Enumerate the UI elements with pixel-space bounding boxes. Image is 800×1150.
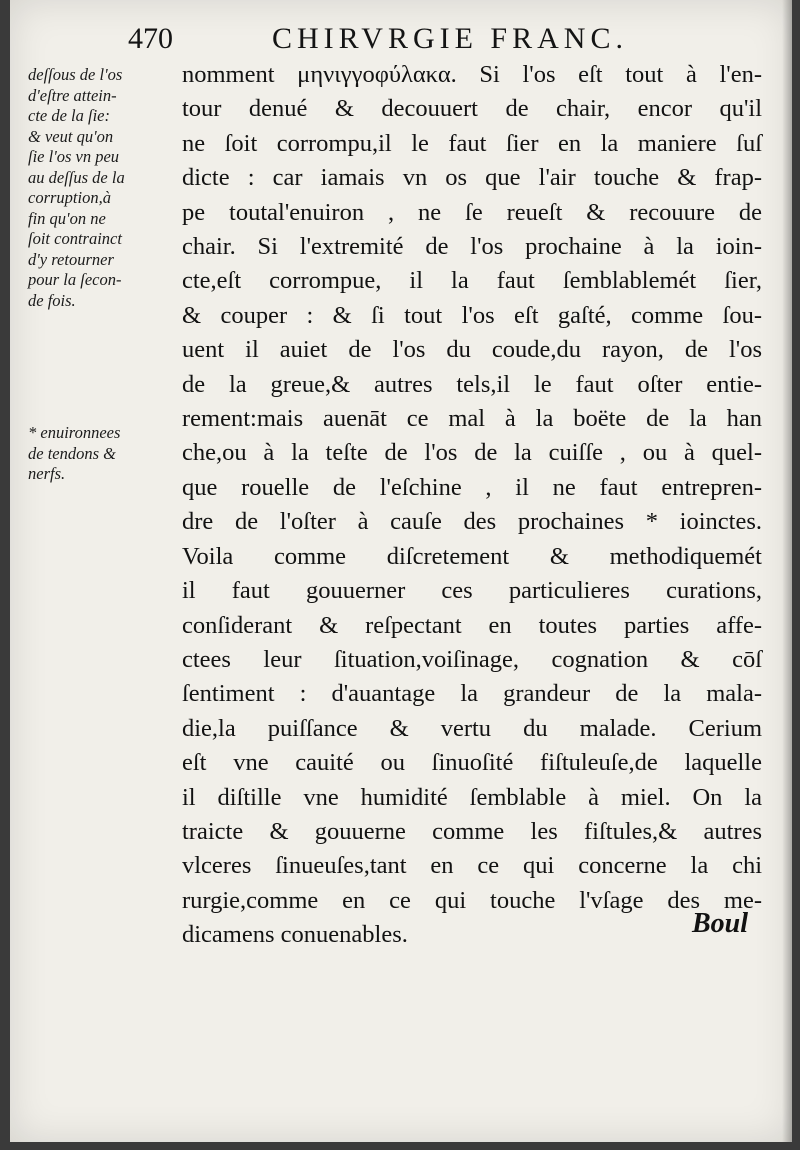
margin-note-line: deſſous de l'os	[28, 65, 123, 84]
margin-note-line: cte de la ſie:	[28, 106, 111, 125]
text-line: dicte : car iamais vn os que l'air touche & frap-	[182, 164, 762, 192]
margin-note-line: & veut qu'on	[28, 126, 114, 146]
text-line: cte,eſt corrompue, il la faut ſemblablemét ſier,	[182, 267, 762, 295]
text-line: chair. Si l'extremité de l'os prochaine à la ioin-	[182, 233, 762, 261]
margin-note-line: pour la ſecon-	[28, 270, 122, 289]
text-line: pe toutal'enuiron , ne ſe reueſt & recouure de	[182, 198, 762, 226]
margin-note-line: d'eſtre attein-	[28, 85, 117, 105]
text-line: & couper : & ſi tout l'os eſt gaſté, comme ſou-	[182, 301, 762, 329]
text-line: dicamens conuenables.	[182, 921, 408, 949]
margin-note-line: au deſſus de la	[28, 167, 125, 187]
catchword: Boul	[692, 908, 749, 939]
text-line: tour denué & decouuert de chair, encor qu'il	[182, 95, 762, 123]
margin-note-1	[28, 65, 178, 311]
text-line: vlceres ſinueuſes,tant en ce qui concerne la chi	[182, 852, 762, 880]
margin-note-line: * enuironnees	[28, 423, 121, 442]
text-line: ctees leur ſituation,voiſinage, cognation & cōſ	[182, 645, 762, 673]
margin-note-line: nerfs.	[28, 464, 66, 483]
text-line: Voila comme diſcretement & methodiquemét	[182, 542, 762, 570]
text-line: uent il auiet de l'os du coude,du rayon, de l'os	[182, 336, 762, 364]
margin-note-line: de tendons &	[28, 443, 116, 463]
margin-notes	[28, 65, 178, 485]
text-line: ſentiment : d'auantage la grandeur de la mala-	[182, 680, 762, 708]
text-line: nomment μηνιγγοφύλακα. Si l'os eſt tout à l'en-	[182, 61, 762, 88]
text-line: die,la puiſſance & vertu du malade. Cerium	[182, 714, 762, 742]
text-line: eſt vne cauité ou ſinuoſité fiſtuleuſe,de laquelle	[182, 749, 762, 777]
margin-note-line: de fois.	[28, 290, 76, 310]
main-text-block	[182, 58, 762, 953]
margin-note-line: ſoit contrainct	[28, 229, 122, 248]
margin-note-line: ſie l'os vn peu	[28, 147, 120, 166]
text-line: rement:mais auenāt ce mal à la boëte de la han	[182, 405, 762, 433]
text-line: traicte & gouuerne comme les fiſtules,& autres	[182, 817, 762, 845]
text-line: dre de l'oſter à cauſe des prochaines * ioinctes.	[182, 508, 762, 536]
text-line: il faut gouuerner ces particulieres curations,	[182, 577, 762, 605]
margin-note-2	[28, 423, 178, 485]
page-edge-shadow	[782, 0, 792, 1142]
page-header	[10, 20, 792, 60]
book-page	[10, 0, 792, 1142]
text-line: ne ſoit corrompu,il le faut ſier en la maniere ſuſ	[182, 129, 762, 157]
margin-note-line: d'y retourner	[28, 249, 114, 269]
text-line: che,ou à la teſte de l'os de la cuiſſe , ou à quel-	[182, 439, 762, 467]
text-line: il diſtille vne humidité ſemblable à miel. On la	[182, 783, 762, 811]
margin-note-line: fin qu'on ne	[28, 208, 106, 228]
text-line: rurgie,comme en ce qui touche l'vſage des me-	[182, 886, 762, 914]
text-line: conſiderant & reſpectant en toutes parties affe-	[182, 611, 762, 639]
text-line: que rouelle de l'eſchine , il ne faut entrepren-	[182, 473, 762, 501]
text-line: de la greue,& autres tels,il le faut oſter entie-	[182, 370, 762, 398]
page-number: 470	[128, 22, 173, 55]
running-head: CHIRVRGIE FRANC.	[272, 22, 628, 55]
margin-note-line: corruption,à	[28, 188, 111, 207]
